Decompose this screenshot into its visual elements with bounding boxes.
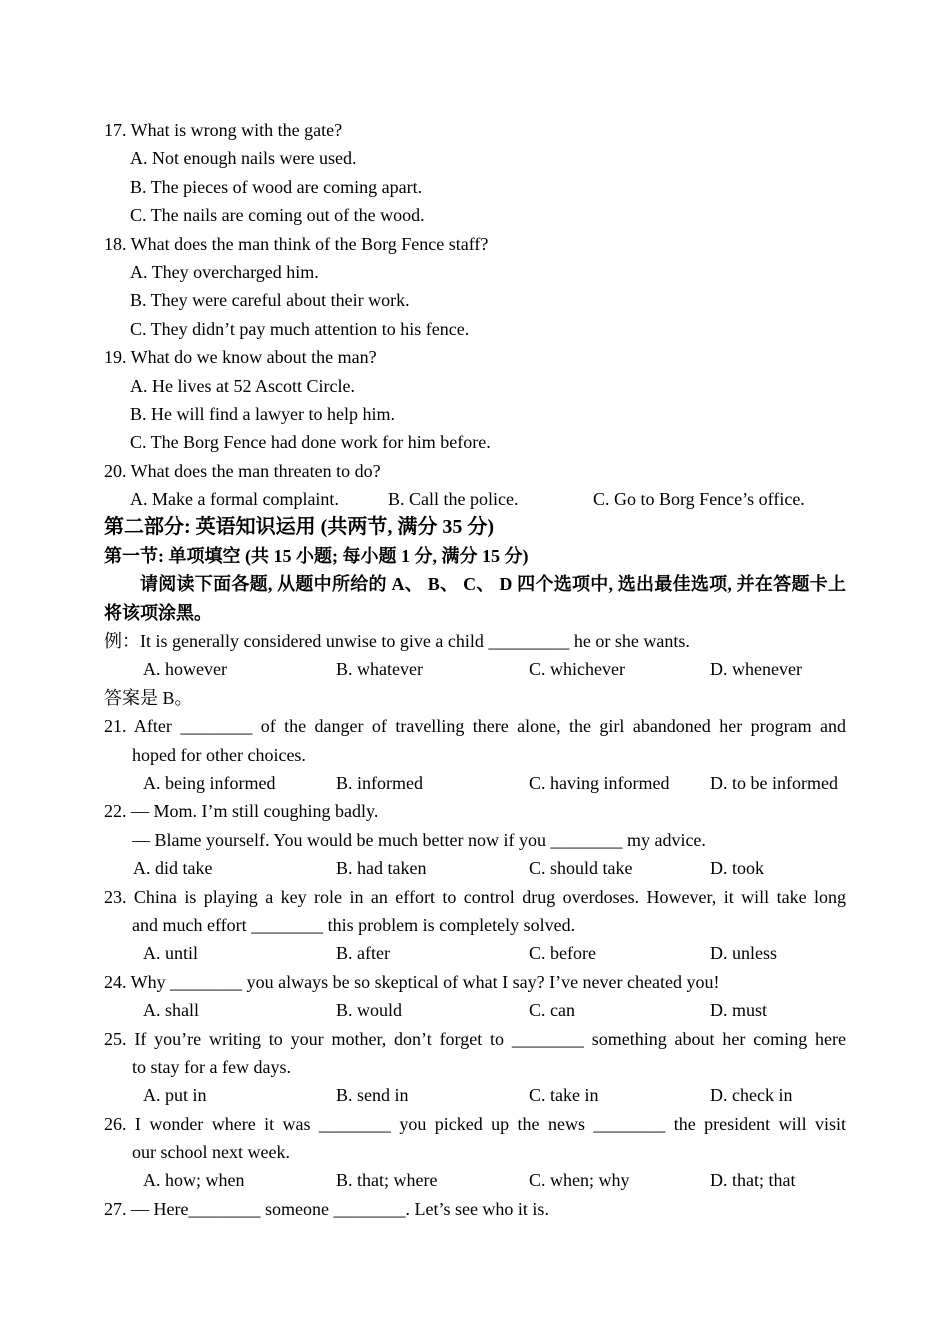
question-23-option-c: C. before (529, 943, 596, 964)
question-24-option-a: A. shall (143, 1000, 199, 1021)
question-23-option-d: D. unless (710, 943, 777, 964)
question-26-option-c: C. when; why (529, 1170, 630, 1191)
question-22-option-c: C. should take (529, 858, 633, 879)
example-option-c: C. whichever (529, 659, 625, 680)
question-25-options (104, 1081, 846, 1109)
example-answer: 答案是 B。 (104, 687, 193, 708)
question-22-options (104, 854, 846, 882)
question-25-stem-line2: to stay for a few days. (132, 1056, 291, 1077)
question-20-option-c: C. Go to Borg Fence’s office. (593, 489, 805, 510)
question-23-option-a: A. until (143, 943, 199, 964)
question-17-option-b: B. The pieces of wood are coming apart. (130, 176, 423, 197)
question-23-option-b: B. after (336, 943, 390, 964)
question-22-option-d: D. took (710, 858, 764, 879)
question-21-option-a: A. being informed (143, 773, 276, 794)
question-22-option-a: A. did take (133, 858, 213, 879)
question-22-stem-line2: — Blame yourself. You would be much better now if you ________ my advice. (132, 829, 706, 850)
question-18-option-a: A. They overcharged him. (130, 261, 319, 282)
question-17-stem: 17. What is wrong with the gate? (104, 120, 343, 140)
question-24-option-b: B. would (336, 1000, 403, 1021)
question-26-stem-line1: 26. I wonder where it was ________ you picked up the news ________ the president will visit (104, 1113, 846, 1134)
question-25-option-b: B. send in (336, 1085, 409, 1106)
question-21-stem-line1: 21. After ________ of the danger of travelling there alone, the girl abandoned her program and (104, 716, 846, 737)
question-21-option-d: D. to be informed (710, 773, 838, 794)
question-17-option-a: A. Not enough nails were used. (130, 148, 357, 169)
question-20-option-b: B. Call the police. (388, 489, 519, 510)
question-20-option-a: A. Make a formal complaint. (130, 489, 339, 510)
question-24-option-c: C. can (529, 1000, 575, 1021)
question-21-stem-line2: hoped for other choices. (132, 744, 306, 765)
question-21-option-c: C. having informed (529, 773, 670, 794)
example-stem: 例：It is generally considered unwise to give a child _________ he or she wants. (104, 631, 690, 652)
example-options (104, 655, 846, 683)
exam-page (104, 116, 846, 1223)
instructions: 请阅读下面各题, 从题中所给的 A、 B、 C、 D 四个选项中, 选出最佳选项, 并在答题卡上将该项涂黑。 (104, 574, 846, 623)
question-23-stem-line2: and much effort ________ this problem is completely solved. (132, 914, 576, 935)
question-20-options (104, 485, 846, 513)
question-21-option-b: B. informed (336, 773, 423, 794)
example-option-d: D. whenever (710, 659, 802, 680)
question-23-options (104, 939, 846, 967)
question-19-stem: 19. What do we know about the man? (104, 347, 377, 368)
example-option-b: B. whatever (336, 659, 423, 680)
question-26-options (104, 1166, 846, 1194)
question-19-option-b: B. He will find a lawyer to help him. (130, 403, 395, 424)
question-19-option-a: A. He lives at 52 Ascott Circle. (130, 375, 355, 396)
section-one-title: 第一节: 单项填空 (共 15 小题; 每小题 1 分, 满分 15 分) (104, 545, 529, 566)
question-26-stem-line2: our school next week. (132, 1142, 290, 1163)
question-26-option-d: D. that; that (710, 1170, 796, 1191)
part-two-title: 第二部分: 英语知识运用 (共两节, 满分 35 分) (104, 516, 494, 539)
question-25-option-d: D. check in (710, 1085, 793, 1106)
question-17-option-c: C. The nails are coming out of the wood. (130, 205, 425, 226)
question-24-stem: 24. Why ________ you always be so skeptical of what I say? I’ve never cheated you! (104, 971, 720, 992)
example-option-a: A. however (143, 659, 227, 680)
question-21-options (104, 769, 846, 797)
question-27-stem: 27. — Here________ someone ________. Let’s see who it is. (104, 1198, 549, 1219)
question-19-option-c: C. The Borg Fence had done work for him before. (130, 432, 491, 453)
question-18-stem: 18. What does the man think of the Borg Fence staff? (104, 233, 489, 254)
question-24-options (104, 996, 846, 1024)
question-20-stem: 20. What does the man threaten to do? (104, 460, 381, 481)
question-23-stem-line1: 23. China is playing a key role in an effort to control drug overdoses. However, it will take long (104, 886, 846, 907)
question-22-option-b: B. had taken (336, 858, 427, 879)
question-18-option-c: C. They didn’t pay much attention to his fence. (130, 318, 470, 339)
question-25-stem-line1: 25. If you’re writing to your mother, don’t forget to ________ something about her coming here (104, 1028, 846, 1049)
question-18-option-b: B. They were careful about their work. (130, 290, 410, 311)
question-26-option-b: B. that; where (336, 1170, 438, 1191)
question-25-option-c: C. take in (529, 1085, 599, 1106)
question-26-option-a: A. how; when (143, 1170, 245, 1191)
question-24-option-d: D. must (710, 1000, 768, 1021)
question-25-option-a: A. put in (143, 1085, 207, 1106)
question-22-stem-line1: 22. — Mom. I’m still coughing badly. (104, 801, 379, 822)
